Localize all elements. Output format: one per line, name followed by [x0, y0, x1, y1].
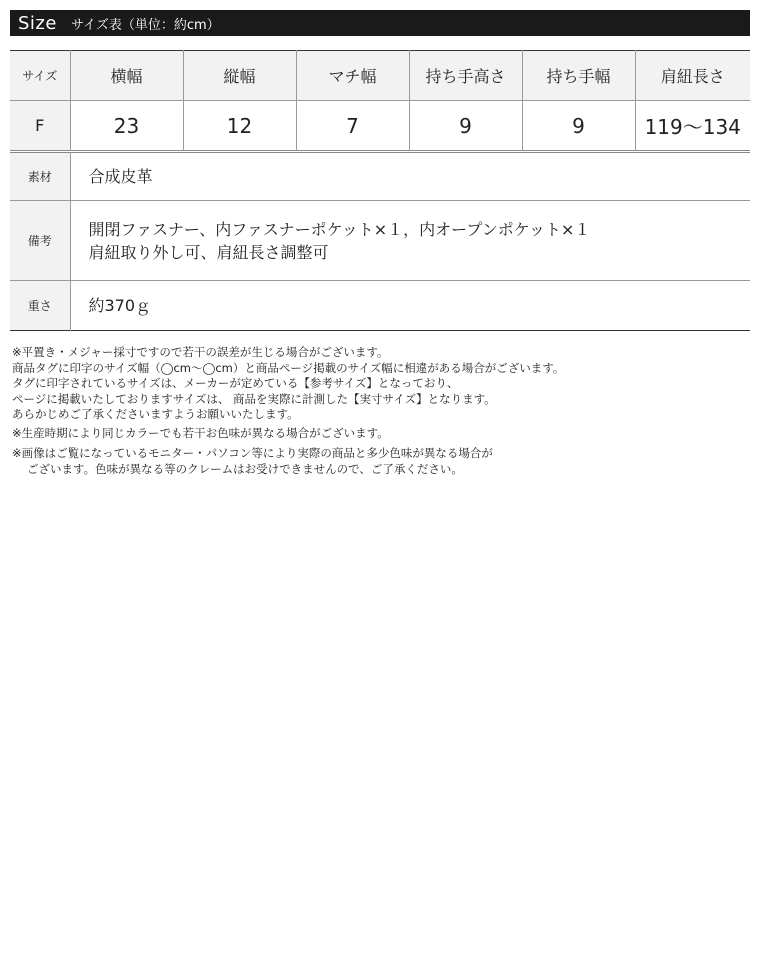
disclaimer-line: あらかじめご了承くださいますようお願いいたします。 — [12, 407, 299, 421]
disclaimer-notes — [12, 345, 752, 477]
disclaimer-line: 商品タグに印字のサイズ幅（◯cm〜◯cm）と商品ページ掲載のサイズ幅に相違がある場合がございます。 — [12, 360, 565, 375]
disclaimer-line: タグに印字されているサイズは、メーカーが定めている【参考サイズ】となっており、 — [12, 376, 459, 390]
cell-size: F — [10, 101, 70, 151]
column-header-width: 横幅 — [70, 51, 183, 101]
cell-height: 12 — [183, 101, 296, 151]
column-header-size: サイズ — [10, 51, 70, 101]
notes-line-1: 開閉ファスナー、内ファスナーポケット×１，内オープンポケット×１ — [88, 219, 591, 239]
size-table — [10, 50, 750, 151]
material-value: 合成皮革 — [70, 153, 750, 201]
size-unit-subtitle: サイズ表（単位：約cm） — [70, 17, 220, 33]
disclaimer-line: ございます。色味が異なる等のクレームはお受けできませんので、ご了承ください。 — [27, 461, 463, 476]
table-row — [10, 101, 750, 151]
disclaimer-block-color-monitor — [12, 446, 752, 477]
size-header-bar — [10, 10, 750, 36]
column-header-height: 縦幅 — [183, 51, 296, 101]
info-row-weight — [10, 281, 750, 331]
disclaimer-line: ※画像はご覧になっているモニター・パソコン等により実際の商品と多少色味が異なる場合が — [12, 446, 493, 460]
disclaimer-block-measurement — [12, 345, 752, 423]
disclaimer-line: ※生産時期により同じカラーでも若干お色味が異なる場合がございます。 — [12, 425, 389, 440]
disclaimer-line: ※平置き・メジャー採寸ですので若干の誤差が生じる場合がございます。 — [12, 345, 389, 359]
column-header-handle-width: 持ち手幅 — [522, 51, 635, 101]
size-title: Size — [18, 12, 57, 34]
info-row-notes — [10, 201, 750, 281]
info-row-material — [10, 153, 750, 201]
cell-handle-height: 9 — [409, 101, 522, 151]
cell-handle-width: 9 — [522, 101, 635, 151]
notes-value — [70, 201, 750, 281]
column-header-strap-length: 肩紐長さ — [635, 51, 750, 101]
weight-value: 約370ｇ — [88, 296, 152, 315]
disclaimer-line: ページに掲載いたしておりますサイズは、 商品を実際に計測した【実寸サイズ】となります。 — [12, 391, 496, 406]
cell-width: 23 — [70, 101, 183, 151]
product-info-table — [10, 152, 750, 331]
notes-label: 備考 — [10, 201, 70, 281]
material-label: 素材 — [10, 153, 70, 201]
column-header-handle-height: 持ち手高さ — [409, 51, 522, 101]
notes-line-2: 肩紐取り外し可、肩紐長さ調整可 — [88, 242, 329, 262]
cell-strap-length: 119〜134 — [644, 115, 741, 139]
cell-depth: 7 — [296, 101, 409, 151]
disclaimer-block-color-production — [12, 426, 752, 442]
column-header-depth: マチ幅 — [296, 51, 409, 101]
weight-label: 重さ — [10, 281, 70, 331]
size-table-header-row — [10, 51, 750, 101]
